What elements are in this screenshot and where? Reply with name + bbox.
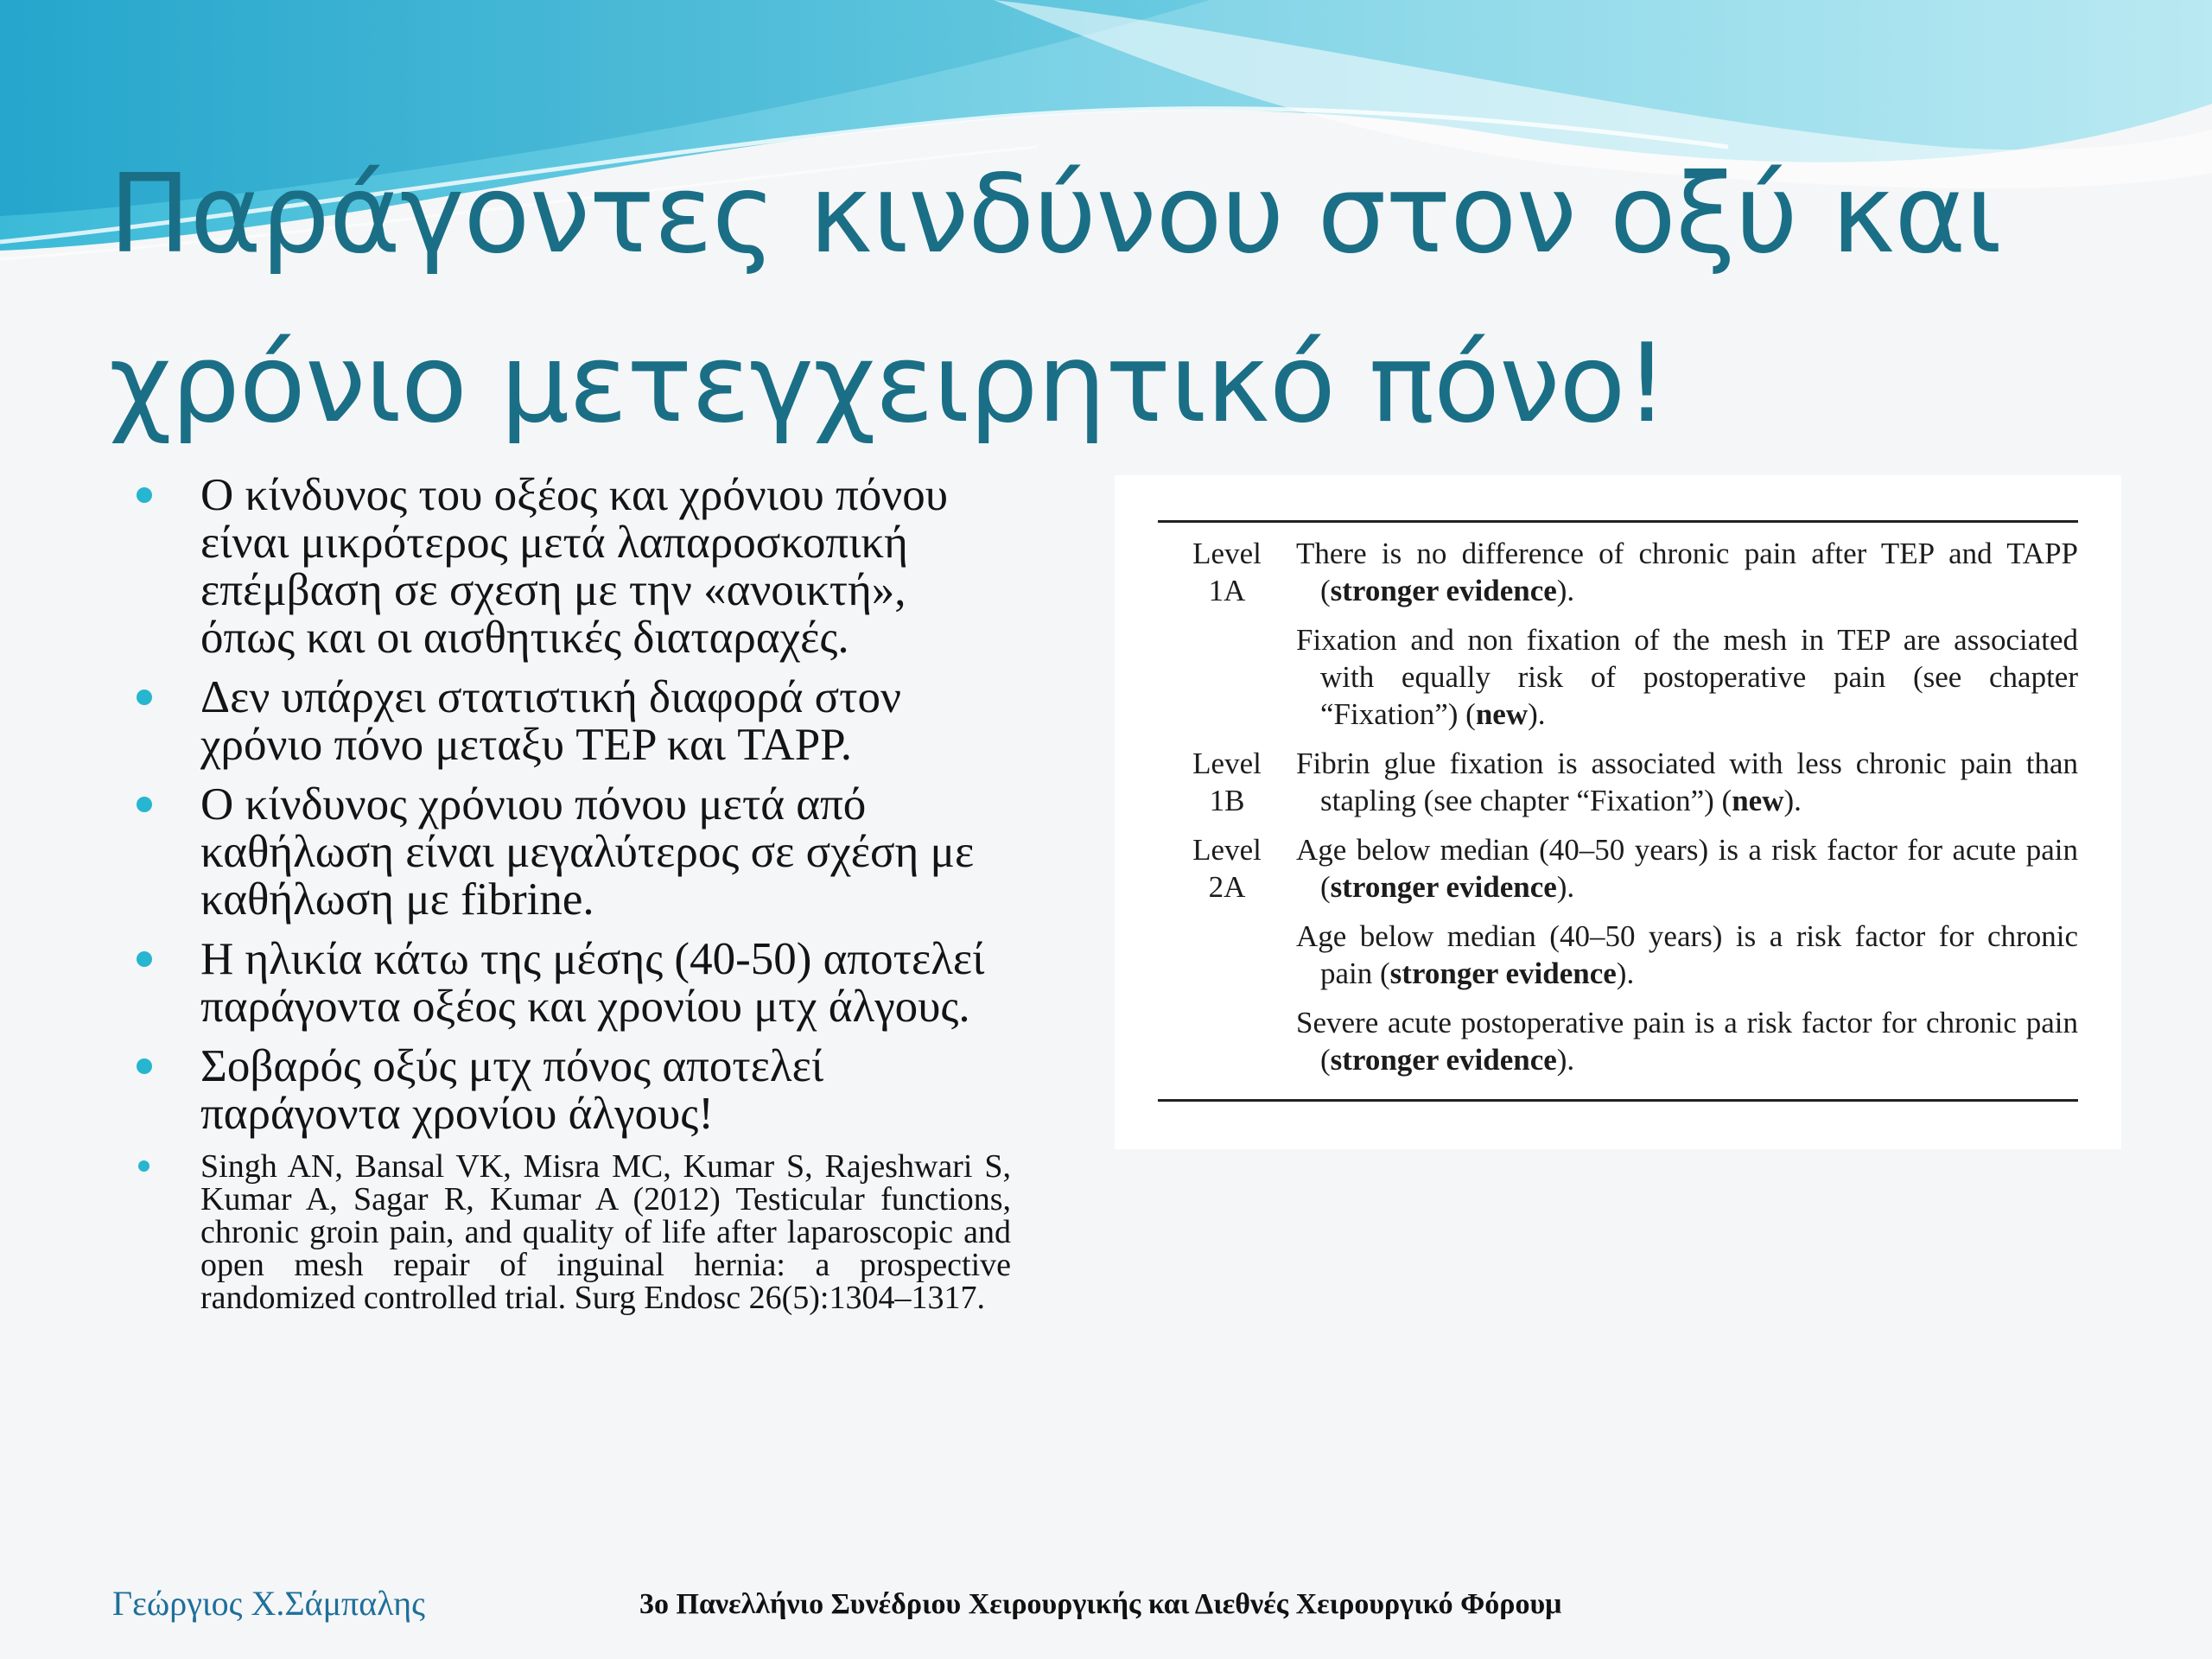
statement: Severe acute postoperative pain is a risk factor for chronic pain (stronger evidence). [1296, 1006, 2078, 1077]
level-word: Level [1192, 537, 1262, 570]
slide-title-line-2: χρόνιο μετεγχειρητικό πόνο! [109, 320, 1668, 447]
statement: There is no difference of chronic pain after TEP and TAPP (stronger evidence). [1296, 537, 2078, 607]
statements-cell [1296, 831, 2078, 1090]
bullet-item [130, 1043, 1011, 1138]
level-word: Level [1192, 833, 1262, 867]
statement: Age below median (40–50 years) is a risk factor for chronic pain (stronger evidence). [1296, 919, 2078, 990]
bullet-text: Δεν υπάρχει στατιστική διαφορά στον χρόνιο πόνο μεταξυ TEP και TAPP. [200, 672, 901, 770]
bullet-icon [137, 951, 152, 967]
bullet-icon [137, 1058, 152, 1074]
bullet-item [130, 936, 1011, 1031]
footer-author: Γεώργιος Χ.Σάμπαλης [112, 1584, 426, 1623]
bullet-text: Σοβαρός οξύς μτχ πόνος αποτελεί παράγοντα χρονίου άλγους! [200, 1041, 824, 1139]
bullet-icon [137, 487, 152, 503]
level-code: 2A [1208, 870, 1246, 904]
bullet-list [130, 472, 1011, 1326]
bullet-icon [137, 797, 152, 812]
table-row-level-1a [1158, 535, 2078, 745]
statement: Fibrin glue fixation is associated with less chronic pain than stapling (see chapter “Fixation”) (new). [1296, 747, 2078, 817]
level-code: 1A [1208, 574, 1246, 607]
slide-title [109, 130, 2183, 468]
bullet-icon [138, 1160, 149, 1172]
bullet-text: Ο κίνδυνος χρόνιου πόνου μετά από καθήλωση είναι μεγαλύτερος σε σχέση με καθήλωση με fibrine. [200, 779, 975, 925]
reference-item [130, 1150, 1011, 1314]
level-cell [1158, 831, 1296, 906]
level-cell [1158, 535, 1296, 609]
bullet-text: Ο κίνδυνος του οξέος και χρόνιου πόνου είναι μικρότερος μετά λαπαροσκοπική επέμβαση σε σχεση με την «ανοικτή», όπως και οι αισθητικές διαταραχές. [200, 470, 948, 663]
level-cell [1158, 745, 1296, 819]
evidence-table [1158, 520, 2078, 1102]
reference-text: Singh AN, Bansal VK, Misra MC, Kumar S, Rajeshwari S, Kumar A, Sagar R, Kumar A (2012) Testicular functions, chronic groin pain, and quality of life after laparoscopic and open mesh repair of inguinal hernia: a prospective randomized controlled trial. Surg Endosc 26(5):1304–1317. [200, 1148, 1011, 1316]
bullet-item [130, 781, 1011, 924]
level-word: Level [1192, 747, 1262, 780]
footer-event: 3ο Πανελλήνιο Συνέδριου Χειρουργικής και Διεθνές Χειρουργικό Φόρουμ [639, 1588, 1562, 1620]
statements-cell [1296, 745, 2078, 831]
level-code: 1B [1209, 784, 1245, 817]
table-row-level-1b [1158, 745, 2078, 831]
table-row-level-2a [1158, 831, 2078, 1090]
statement: Fixation and non fixation of the mesh in TEP are associated with equally risk of postoperative pain (see chapter “Fixation”) (new). [1296, 623, 2078, 731]
slide-title-line-1: Παράγοντες κινδύνου στον οξύ και [109, 150, 2002, 277]
bullet-icon [137, 690, 152, 705]
bullet-item [130, 674, 1011, 769]
bullet-item [130, 472, 1011, 662]
evidence-table-image [1115, 475, 2121, 1149]
statements-cell [1296, 535, 2078, 745]
statement: Age below median (40–50 years) is a risk factor for acute pain (stronger evidence). [1296, 833, 2078, 904]
bullet-text: Η ηλικία κάτω της μέσης (40-50) αποτελεί παράγοντα οξέος και χρονίου μτχ άλγους. [200, 934, 985, 1032]
